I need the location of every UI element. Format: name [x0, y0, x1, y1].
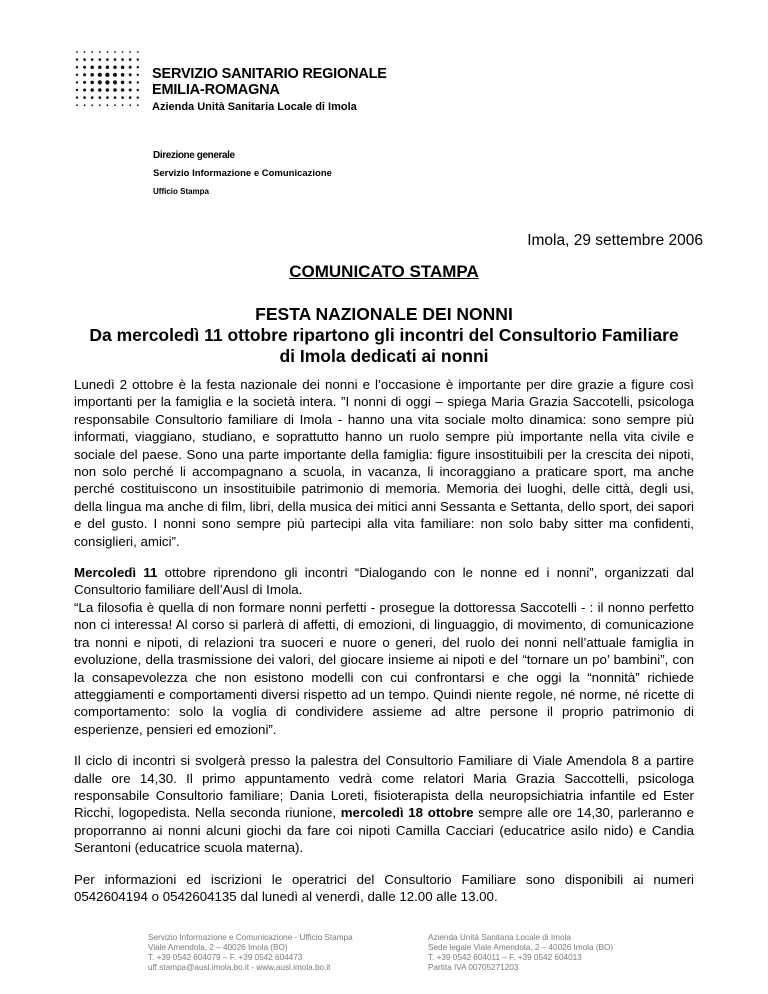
logo-dot	[129, 96, 132, 99]
department-line1: Direzione generale	[153, 150, 235, 161]
logo-dot	[106, 65, 110, 69]
logo-dot	[105, 73, 109, 77]
logo-dot	[113, 80, 117, 84]
paragraph-1: Lunedì 2 ottobre è la festa nazionale dei nonni e l’occasione è importante per dire grazie a figure così importanti per la famiglia e la società intera. ”I nonni di oggi – spiega Maria Grazia Saccotelli, psicologa responsabile Consultorio familiare di Imola - hanno una vita sociale molto dinamica: sono sempre più informati, viaggiano, studiano, e soprattutto hanno un ruolo sempre più importante nella vita civile e sociale del paese. Sono una parte importante della famiglia: figure insostituibili per la crescita dei nipoti, non solo perché li accompagnano a scuola, in vacanza, li incoraggiano a praticare sport, ma anche perché costituiscono un insostituibile patrimonio di memoria. Memoria dei luoghi, delle città, degli usi, della lingua ma anche di film, libri, della musica dei mitici anni Sessanta e Settanta, dello sport, dei sapori e del gusto. I nonni sono sempre più partecipi alla vita familiare: non solo baby sitter ma confidenti, consiglieri, amici”.	[74, 377, 694, 549]
logo-dot	[98, 80, 102, 84]
paragraph-3	[74, 752, 694, 856]
logo-dot	[129, 104, 131, 106]
body-text	[74, 376, 694, 919]
logo-dot	[91, 96, 94, 99]
logo-dot	[76, 74, 78, 76]
logo-dot	[90, 73, 94, 77]
logo-dot	[137, 58, 139, 60]
logo-dot	[106, 96, 109, 99]
logo-dot	[129, 66, 132, 69]
logo-dot	[113, 88, 117, 92]
logo-dot	[83, 89, 86, 92]
logo-dot	[90, 81, 94, 85]
footer-left	[148, 933, 353, 973]
logo-dot	[107, 51, 109, 53]
logo-dot	[99, 104, 101, 106]
footer-right-line: Azienda Unità Sanitaria Locale di Imola	[428, 933, 571, 942]
logo-dot	[98, 88, 102, 92]
logo-dot	[121, 65, 125, 69]
logo-dot	[129, 81, 132, 84]
logo-dot	[121, 96, 124, 99]
paragraph-2	[74, 564, 694, 738]
logo-dot	[114, 58, 117, 61]
paragraph-3-text-a: Il ciclo di incontri si svolgerà presso la palestra del Consultorio Familiare di Viale Amendola 8 a partire dalle ore 14,30. Il primo appuntamento vedrà come relatori Maria Grazia Saccottelli, psicologa responsabile Consultorio familiare; Dania Loreti, fisioterapista della neuropsichiatria infantile ed Ester Ricchi, logopedista. Nella seconda riunione,	[74, 753, 694, 821]
logo-dot	[83, 96, 86, 99]
logo-dot	[121, 81, 125, 85]
org-name-line3: Azienda Unità Sanitaria Locale di Imola	[152, 101, 357, 113]
logo-dot	[121, 58, 124, 61]
footer-right	[428, 933, 613, 973]
logo-dot	[106, 58, 109, 61]
logo-dot	[105, 80, 109, 84]
title-line2: Da mercoledì 11 ottobre ripartono gli incontri del Consultorio Familiare	[89, 325, 679, 345]
logo-dot	[83, 58, 86, 61]
logo-dot	[137, 96, 139, 98]
paragraph-3-date: mercoledì 18 ottobre	[340, 805, 474, 821]
paragraph-2-date: Mercoledì 11	[74, 565, 158, 581]
document-title	[60, 304, 708, 367]
footer-left-line: uff.stampa@ausl.imola.bo.it - www.ausl.imola.bo.it	[148, 963, 331, 972]
logo-dot	[137, 89, 139, 91]
department-line2: Servizio Informazione e Comunicazione	[153, 168, 332, 179]
logo-dot	[122, 104, 124, 106]
logo-dot	[121, 88, 125, 92]
logo-dot	[91, 104, 93, 106]
logo-dot	[137, 74, 139, 76]
logo-dot	[98, 65, 102, 69]
logo-dot	[106, 88, 110, 92]
logo-dot	[137, 66, 139, 68]
footer-right-line: Partita IVA 00705271203	[428, 963, 519, 972]
press-release-heading: COMUNICATO STAMPA	[289, 262, 479, 281]
logo-dot	[113, 73, 117, 77]
footer-right-line: T. +39 0542 604011 – F. +39 0542 604013	[428, 953, 582, 962]
department-line3: Ufficio Stampa	[153, 187, 210, 196]
paragraph-4: Per informazioni ed iscrizioni le operatrici del Consultorio Familiare sono disponibili ai numeri 0542604194 o 0542604135 dal lunedì al venerdì, dalle 12.00 alle 13.00.	[74, 871, 694, 904]
logo-dot	[76, 51, 78, 53]
footer-left-line: Viale Amendola, 2 – 40026 Imola (BO)	[148, 943, 288, 952]
title-line1: FESTA NAZIONALE DEI NONNI	[255, 304, 513, 324]
document-date: Imola, 29 settembre 2006	[527, 232, 703, 249]
logo-dot	[129, 73, 132, 76]
logo-dot	[129, 58, 132, 61]
logo-dot	[113, 65, 117, 69]
paragraph-2-text: ottobre riprendono gli incontri “Dialogando con le nonne ed i nonni”, organizzati dal Consultorio familiare dell’Ausl di Imola.	[74, 565, 694, 598]
logo-dot	[83, 81, 86, 84]
footer-right-line: Sede legale Viale Amendola, 2 – 40026 Imola (BO)	[428, 943, 614, 952]
logo-dot	[76, 66, 78, 68]
logo-dot	[91, 51, 93, 53]
logo-dot	[137, 81, 139, 83]
organization-header	[152, 66, 387, 115]
logo-dot	[84, 51, 86, 53]
logo-dot	[137, 104, 139, 106]
logo-dot	[84, 104, 86, 106]
paragraph-2-quote: “La filosofia è quella di non formare nonni perfetti - prosegue la dottoressa Saccotelli - : il nonno perfetto non ci interessa! Al corso si parlerà di affetti, di emozioni, di linguaggio, di movimento, di comunicazione tra nonni e nipoti, di relazioni tra suoceri e nuore o generi, del ruolo dei nonni nell’attuale famiglia in evoluzione, della trasmissione dei valori, del giocare insieme ai nipoti e del “tornare un po’ bambini”, con la consapevolezza che non esistono modelli con cui confrontarsi e che oggi la “nonnità” richiede atteggiamenti e comportamenti diversi rispetto ad un tempo. Quindi niente regole, né norme, né ricette di comportamento: solo la voglia di condividere assieme ad altre persone il proprio patrimonio di esperienze, pensieri ed emozioni”.	[74, 599, 694, 737]
logo-dot	[107, 104, 109, 106]
logo-dot	[99, 51, 101, 53]
logo-dot	[114, 96, 117, 99]
logo-dot	[76, 96, 78, 98]
logo-dot	[98, 73, 102, 77]
footer-left-line: Servizio Informazione e Comunicazione - Ufficio Stampa	[148, 933, 353, 942]
footer-left-line: T. +39 0542 604079 – F. +39 0542 604473	[148, 953, 303, 962]
logo-dot	[76, 58, 78, 60]
org-name-line1: SERVIZIO SANITARIO REGIONALE	[152, 66, 387, 82]
logo-dot	[76, 81, 78, 83]
logo-dot	[83, 73, 86, 76]
logo-dot	[98, 96, 101, 99]
logo-dot	[137, 51, 139, 53]
logo-dot	[90, 65, 94, 69]
logo-dot	[129, 89, 132, 92]
logo-dots	[74, 49, 144, 109]
logo-dot	[122, 51, 124, 53]
logo-dot	[114, 104, 116, 106]
logo-dot	[76, 104, 78, 106]
logo-dot	[83, 66, 86, 69]
logo-dot	[98, 58, 101, 61]
paragraph-3-text-b: sempre alle ore 14,30, parleranno e proporranno ai nonni alcuni giochi da fare coi nipoti Camilla Cacciari (educatrice asilo nido) e Candia Serantoni (educatrice scuola materna).	[74, 805, 694, 856]
logo-dot	[90, 88, 94, 92]
org-name-line2: EMILIA-ROMAGNA	[152, 82, 280, 98]
logo-dot	[121, 73, 125, 77]
logo-dot	[114, 51, 116, 53]
logo-dot	[129, 51, 131, 53]
title-line3: di Imola dedicati ai nonni	[279, 346, 489, 366]
logo-dot	[91, 58, 94, 61]
logo-dot	[76, 89, 78, 91]
department-block	[153, 150, 332, 198]
